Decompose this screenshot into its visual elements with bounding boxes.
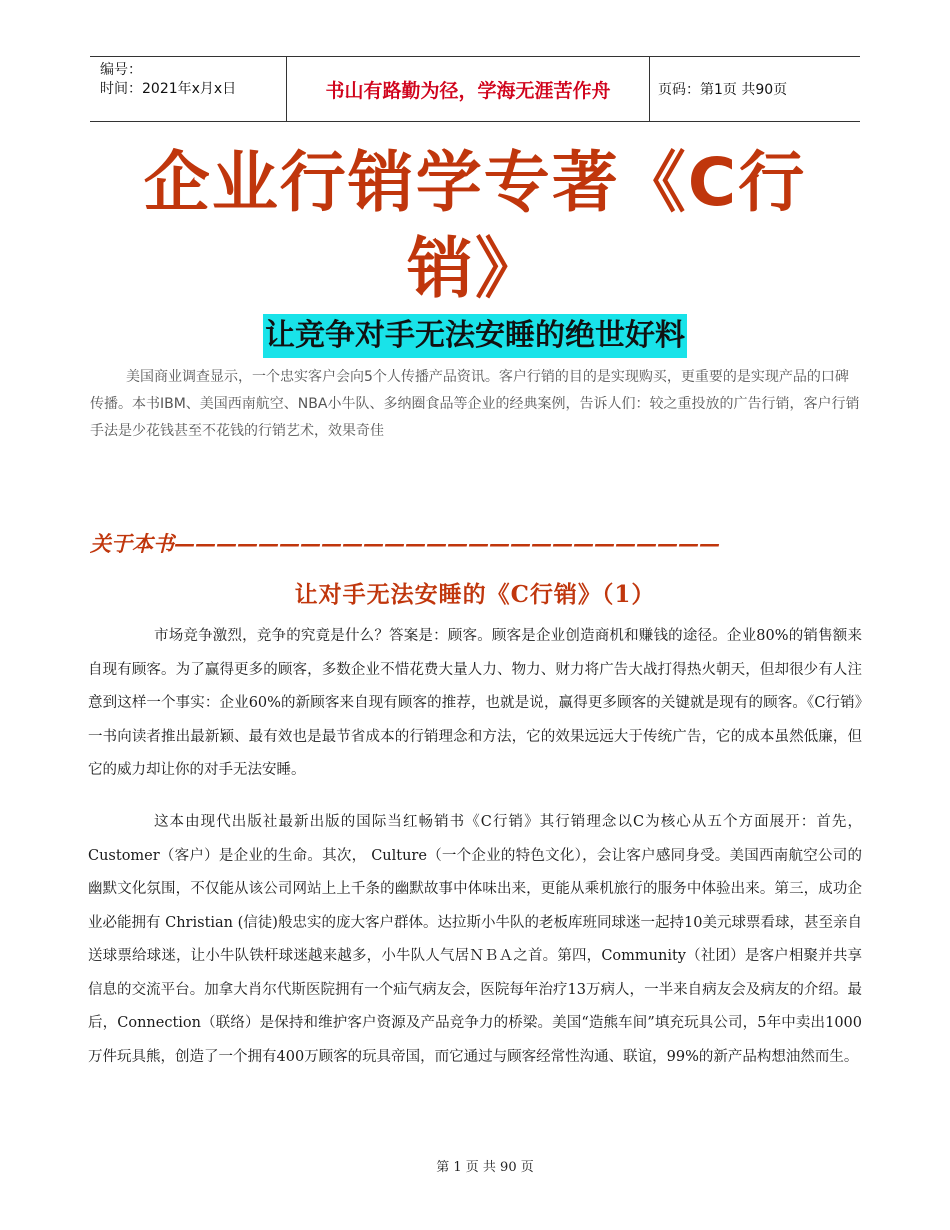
document-number-label: 编号：: [100, 62, 142, 78]
header-motto: 书山有路勤为径，学海无涯苦作舟: [286, 57, 650, 121]
intro-paragraph: 美国商业调查显示，一个忠实客户会向5个人传播产品资讯。客户行销的目的是实现购买，更重要的是实现产品的口碑传播。本书IBM、美国西南航空、NBA小牛队、多纳圈食品等企业的经典案例，告诉人们：较之重投放的广告行销，客户行销手法是少花钱甚至不花钱的行销艺术，效果奇佳: [90, 369, 860, 439]
main-title-line-2: 销》: [407, 230, 543, 307]
subtitle-container: [0, 314, 950, 358]
main-title-line-1: 企业行销学专著《C行: [143, 144, 807, 221]
section-heading: 关于本书——————————————————————————: [90, 531, 720, 556]
chapter-title: 让对手无法安睡的《C行销》（1）: [294, 581, 656, 608]
page-footer: 第 1 页 共 90 页: [436, 1160, 534, 1175]
document-header: [90, 56, 860, 122]
body-paragraph-2: 这本由现代出版社最新出版的国际当红畅销书《C行销》其行销理念以C为核心从五个方面展开：首先，Customer（客户）是企业的生命。其次， Culture（一个企业的特色文化），会让客户感同身受。美国西南航空公司的幽默文化氛围，不仅能从该公司网站上上千条的幽默故事中体味出来，更能从乘机旅行的服务中体验出来。第三，成功企业必能拥有 Christian (信徒)般忠实的庞大客户群体。达拉斯小牛队的老板库班同球迷一起持10美元球票看球，甚至亲自送球票给球迷，让小牛队铁杆球迷越来越多，小牛队人气居ＮＢＡ之首。第四，Community（社团）是客户相聚并共享信息的交流平台。加拿大肖尔代斯医院拥有一个疝气病友会，医院每年治疗13万病人，一半来自病友会及病友的介绍。最后，Connection（联络）是保持和维护客户资源及产品竞争力的桥梁。美国“造熊车间”填充玩具公司，5年中卖出1000万件玩具熊，创造了一个拥有400万顾客的玩具帝国，而它通过与顾客经常性沟通、联谊，99%的新产品构想油然而生。: [88, 814, 862, 1065]
header-meta: [90, 57, 286, 121]
body-paragraph-1: 市场竞争激烈，竞争的究竟是什么？答案是：顾客。顾客是企业创造商机和赚钱的途径。企业80%的销售额来自现有顾客。为了赢得更多的顾客，多数企业不惜花费大量人力、物力、财力将广告大战打得热火朝天，但却很少有人注意到这样一个事实：企业60%的新顾客来自现有顾客的推荐，也就是说，赢得更多顾客的关键就是现有的顾客。《C行销》一书向读者推出最新颖、最有效也是最节省成本的行销理念和方法，它的效果远远大于传统广告，它的成本虽然低廉，但它的威力却让你的对手无法安睡。: [88, 628, 862, 778]
document-time-label: 时间：2021年x月x日: [100, 81, 237, 97]
header-page-info: 页码：第1页 共90页: [658, 82, 788, 98]
highlighted-subtitle: 让竞争对手无法安睡的绝世好料: [263, 314, 687, 358]
